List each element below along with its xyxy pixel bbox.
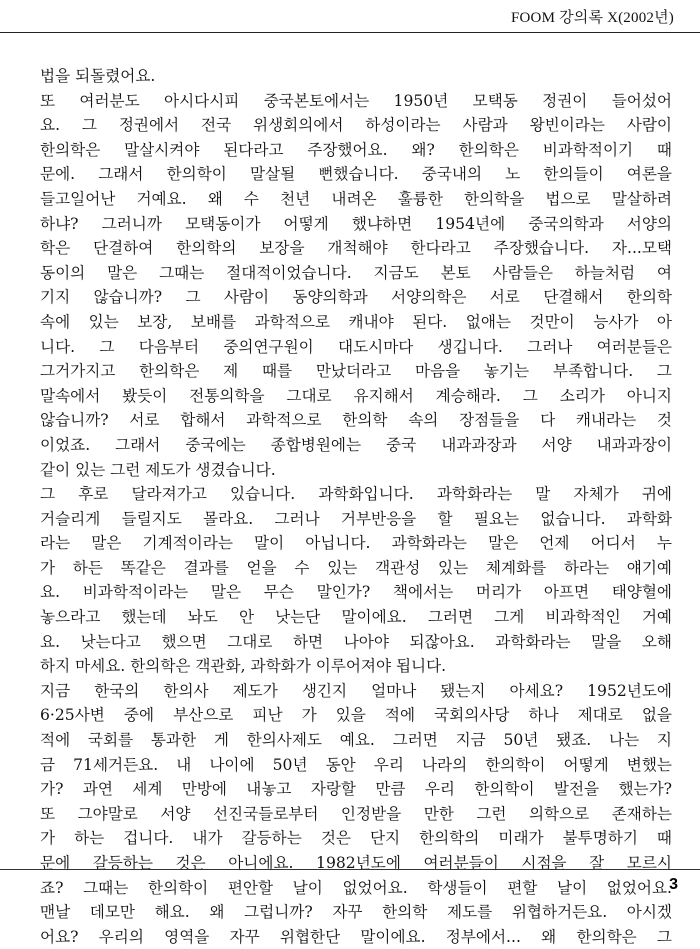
text-line: 문에 갈등하는 것은 아니에요. 1982년도에 여러분들이 시점을 잘 모르시 [40,854,672,872]
text-line: 학은 단결하여 한의학의 보장을 개척해야 한다라고 주장했습니다. 자...모택 [40,239,672,258]
text-line: 그 후로 달라져가고 있습니다. 과학화입니다. 과학화라는 말 자체가 귀에 [40,485,672,504]
text-line: 적에 국회를 통과한 게 한의사제도 예요. 그러면 지금 50년 됐죠. 나는 지 [40,731,672,750]
text-line: 하냐? 그러니까 모택동이가 어떻게 했냐하면 1954년에 중국의학과 서양의 [40,214,672,233]
text-line: 동이의 말은 그때는 절대적이었습니다. 지금도 본토 사람들은 하늘처럼 여 [40,263,672,282]
text-line: 같이 있는 그런 제도가 생겼습니다. [40,460,276,479]
text-line: 들고일어난 거예요. 왜 수 천년 내려온 훌륭한 한의학을 법으로 말살하려 [40,189,672,208]
text-line: 요. 그 정권에서 전국 위생회의에서 하성이라는 사람과 왕빈이라는 사람이 [40,116,672,135]
text-line: 가 하든 똑같은 결과를 얻을 수 있는 객관성 있는 체계화를 하라는 얘기예 [40,558,672,577]
text-line: 한의학은 말살시켜야 된다라고 주장했어요. 왜? 한의학은 비과학적이기 때 [40,140,672,159]
page-number: 3 [669,876,678,893]
text-line: 놓으라고 했는데 놔도 안 낫는단 말이에요. 그러면 그게 비과학적인 거예 [40,608,672,627]
running-header: FOOM 강의록 X(2002년) [510,10,674,26]
text-line: 기지 않습니까? 그 사람이 동양의학과 서양의학은 서로 단결해서 한의학 [40,288,672,307]
text-line: 않습니까? 서로 합해서 과학적으로 한의학 속의 장점들을 다 캐내라는 것 [40,411,672,430]
text-line: 라는 말은 기계적이라는 말이 아닙니다. 과학화라는 말은 언제 어디서 누 [40,534,672,553]
text-line: 어요? 우리의 영역을 자꾸 위협한단 말이에요. 정부에서... 왜 한의학은 그 [40,927,672,946]
text-line: 속에 있는 보장, 보배를 과학적으로 캐내야 된다. 없애는 것만이 능사가 아 [40,312,672,331]
text-line: 말속에서 봤듯이 전통의학을 그대로 유지해서 계승해라. 그 소리가 아니지 [40,386,672,405]
text-line: 그거가지고 한의학은 제 때를 만났더라고 마음을 놓기는 부족합니다. 그 [40,362,672,381]
text-line: 6·25사변 중에 부산으로 피난 가 있을 적에 국회의사당 하나 제대로 없을 [40,706,672,725]
text-line: 금 71세거든요. 내 나이에 50년 동안 우리 나라의 한의학이 어떻게 변했는 [40,755,672,774]
header-divider [0,32,700,33]
text-line: 법을 되돌렸어요. [40,67,156,85]
text-line: 요. 낫는다고 했으면 그대로 하면 나아야 되잖아요. 과학화라는 말을 오해 [40,632,672,651]
text-line: 요. 비과학적이라는 말은 무슨 말인가? 책에서는 머리가 아프면 태양혈에 [40,583,672,602]
text-line: 거슬리게 들릴지도 몰라요. 그러나 거부반응을 할 필요는 없습니다. 과학화 [40,509,672,528]
text-line: 가 하는 겁니다. 내가 갈등하는 것은 단지 한의학의 미래가 불투명하기 때 [40,829,672,848]
text-line: 지금 한국의 한의사 제도가 생긴지 얼마나 됐는지 아세요? 1952년도에 [40,681,672,700]
text-line: 또 그야말로 서양 선진국들로부터 인정받을 만한 그런 의학으로 존재하는 [40,804,672,823]
text-line: 문에. 그래서 한의학이 말살될 뻔했습니다. 중국내의 노 한의들이 여론을 [40,165,672,184]
text-line: 이었죠. 그래서 중국에는 종합병원에는 중국 내과과장과 서양 내과과장이 [40,435,672,454]
body-text [40,64,672,949]
footer-divider [0,869,700,870]
text-line: 가? 과연 세계 만방에 내놓고 자랑할 만큼 우리 한의학이 발전을 했는가? [40,780,672,799]
text-line: 맨날 데모만 해요. 왜 그럽니까? 자꾸 한의학 제도를 위협하거든요. 아시겠 [40,903,672,922]
text-line: 하지 마세요. 한의학은 객관화, 과학화가 이루어져야 됩니다. [40,657,447,676]
text-line: 죠? 그때는 한의학이 편안할 날이 없었어요. 학생들이 편할 날이 없었어요. [40,878,672,897]
text-line: 니다. 그 다음부터 중의연구원이 대도시마다 생깁니다. 그러나 여러분들은 [40,337,672,356]
text-line: 또 여러분도 아시다시피 중국본토에서는 1950년 모택동 정권이 들어섰어 [40,91,672,110]
